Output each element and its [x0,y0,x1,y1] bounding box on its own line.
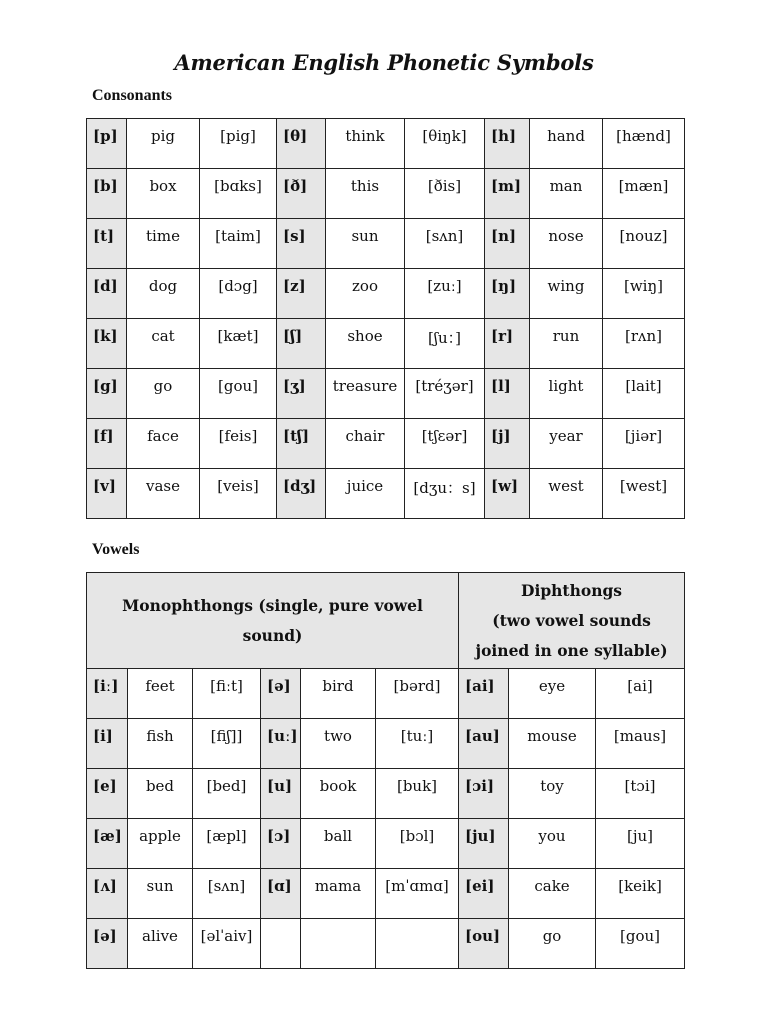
vowel-symbol: [i] [87,719,128,769]
vowel-transcription: [bɔl] [376,819,459,869]
vowel-symbol: [ɑ] [261,869,301,919]
consonant-symbol: [n] [485,219,530,269]
vowel-example-word: mouse [509,719,596,769]
vowel-symbol: [iː] [87,669,128,719]
vowel-example-word: sun [128,869,193,919]
consonant-symbol: [θ] [277,119,326,169]
consonant-example-word: light [530,369,603,419]
consonant-example-word: treasure [326,369,405,419]
vowel-row [87,719,685,769]
vowel-example-word: bed [128,769,193,819]
vowel-example-word [301,919,376,969]
vowel-symbol: [ʌ] [87,869,128,919]
consonant-row [87,469,685,519]
vowel-transcription: [æpl] [193,819,261,869]
consonant-example-word: go [127,369,200,419]
vowel-symbol: [ai] [459,669,509,719]
monophthongs-header: Monophthongs (single, pure vowel sound) [87,573,459,669]
consonant-transcription: [θiŋk] [405,119,485,169]
vowels-heading: Vowels [92,541,140,558]
consonant-example-word: box [127,169,200,219]
page-title: American English Phonetic Symbols [174,50,594,75]
consonant-example-word: vase [127,469,200,519]
consonant-symbol: [s] [277,219,326,269]
vowel-example-word: alive [128,919,193,969]
vowel-symbol [261,919,301,969]
vowel-example-word: bird [301,669,376,719]
consonant-transcription: [mæn] [603,169,685,219]
vowel-transcription: [bərd] [376,669,459,719]
consonant-transcription: [zuː] [405,269,485,319]
consonant-example-word: dog [127,269,200,319]
vowel-row [87,819,685,869]
consonant-example-word: pig [127,119,200,169]
consonant-transcription: [ðis] [405,169,485,219]
vowel-symbol: [ɔi] [459,769,509,819]
vowel-example-word: book [301,769,376,819]
consonant-row [87,119,685,169]
consonant-transcription: [dʒu：s] [405,469,485,519]
consonant-example-word: shoe [326,319,405,369]
vowel-transcription: [ju] [596,819,685,869]
consonant-row [87,319,685,369]
vowel-example-word: ball [301,819,376,869]
consonant-symbol: [ð] [277,169,326,219]
consonant-example-word: wing [530,269,603,319]
vowel-example-word: mama [301,869,376,919]
vowels-table [86,572,685,969]
vowel-transcription [376,919,459,969]
consonant-transcription: [ʃu：] [405,319,485,369]
consonant-symbol: [l] [485,369,530,419]
consonant-example-word: cat [127,319,200,369]
consonants-heading: Consonants [92,87,173,104]
vowel-example-word: toy [509,769,596,819]
consonant-transcription: [dɔg] [200,269,277,319]
consonant-row [87,169,685,219]
vowel-transcription: [fiʃ]] [193,719,261,769]
consonant-transcription: [veis] [200,469,277,519]
vowel-symbol: [u] [261,769,301,819]
vowel-transcription: [ai] [596,669,685,719]
consonant-transcription: [tréʒər] [405,369,485,419]
consonant-transcription: [pig] [200,119,277,169]
vowel-symbol: [ju] [459,819,509,869]
consonant-symbol: [v] [87,469,127,519]
diphthongs-subtitle-line1: (two vowel sounds [492,610,651,630]
vowel-row [87,669,685,719]
consonant-symbol: [p] [87,119,127,169]
consonant-example-word: west [530,469,603,519]
consonant-transcription: [lait] [603,369,685,419]
consonant-example-word: this [326,169,405,219]
consonant-transcription: [sʌn] [405,219,485,269]
consonant-example-word: chair [326,419,405,469]
diphthongs-subtitle-line2: joined in one syllable) [475,640,668,660]
vowel-example-word: feet [128,669,193,719]
consonant-symbol: [m] [485,169,530,219]
consonant-symbol: [ŋ] [485,269,530,319]
vowel-example-word: go [509,919,596,969]
vowel-transcription: [tuː] [376,719,459,769]
diphthongs-header [459,573,685,669]
consonant-symbol: [d] [87,269,127,319]
diphthongs-title: Diphthongs [521,580,623,600]
consonant-symbol: [g] [87,369,127,419]
consonant-transcription: [hænd] [603,119,685,169]
consonant-transcription: [kæt] [200,319,277,369]
consonant-row [87,219,685,269]
vowel-symbol: [e] [87,769,128,819]
vowel-symbol: [ə] [87,919,128,969]
consonant-example-word: face [127,419,200,469]
vowel-transcription: [sʌn] [193,869,261,919]
consonant-symbol: [ʒ] [277,369,326,419]
consonant-transcription: [rʌn] [603,319,685,369]
vowel-example-word: cake [509,869,596,919]
consonant-row [87,369,685,419]
consonant-example-word: nose [530,219,603,269]
consonant-symbol: [w] [485,469,530,519]
consonant-transcription: [taim] [200,219,277,269]
consonants-table [86,118,685,519]
consonant-transcription: [bɑks] [200,169,277,219]
consonant-transcription: [tʃɛər] [405,419,485,469]
vowel-symbol: [ei] [459,869,509,919]
vowel-transcription: [əlˈaiv] [193,919,261,969]
consonant-example-word: juice [326,469,405,519]
vowel-example-word: apple [128,819,193,869]
vowel-row [87,869,685,919]
consonant-example-word: zoo [326,269,405,319]
consonant-symbol: [h] [485,119,530,169]
vowel-transcription: [gou] [596,919,685,969]
consonant-example-word: run [530,319,603,369]
vowel-symbol: [ou] [459,919,509,969]
consonant-transcription: [gou] [200,369,277,419]
consonant-example-word: sun [326,219,405,269]
vowel-transcription: [tɔi] [596,769,685,819]
consonant-row [87,419,685,469]
vowel-transcription: [maus] [596,719,685,769]
vowel-symbol: [ə] [261,669,301,719]
consonant-transcription: [wiŋ] [603,269,685,319]
vowel-transcription: [bed] [193,769,261,819]
consonant-symbol: [j] [485,419,530,469]
vowel-transcription: [fiːt] [193,669,261,719]
vowel-row [87,769,685,819]
consonant-symbol: [b] [87,169,127,219]
consonant-transcription: [jiər] [603,419,685,469]
consonant-transcription: [feis] [200,419,277,469]
vowel-transcription: [mˈɑmɑ] [376,869,459,919]
vowel-row [87,919,685,969]
vowel-symbol: [æ] [87,819,128,869]
consonant-symbol: [f] [87,419,127,469]
consonant-example-word: year [530,419,603,469]
consonant-row [87,269,685,319]
vowel-symbol: [ɔ] [261,819,301,869]
consonant-symbol: [t] [87,219,127,269]
vowel-symbol: [au] [459,719,509,769]
consonant-symbol: [ʃ] [277,319,326,369]
vowel-example-word: fish [128,719,193,769]
consonant-transcription: [nouz] [603,219,685,269]
vowel-transcription: [keik] [596,869,685,919]
vowel-example-word: you [509,819,596,869]
consonant-symbol: [z] [277,269,326,319]
vowel-example-word: two [301,719,376,769]
consonant-example-word: time [127,219,200,269]
vowel-example-word: eye [509,669,596,719]
consonant-example-word: think [326,119,405,169]
vowel-symbol: [uː] [261,719,301,769]
consonant-symbol: [k] [87,319,127,369]
vowel-transcription: [buk] [376,769,459,819]
consonant-symbol: [tʃ] [277,419,326,469]
consonant-transcription: [west] [603,469,685,519]
consonant-example-word: man [530,169,603,219]
consonant-example-word: hand [530,119,603,169]
consonant-symbol: [r] [485,319,530,369]
consonant-symbol: [dʒ] [277,469,326,519]
